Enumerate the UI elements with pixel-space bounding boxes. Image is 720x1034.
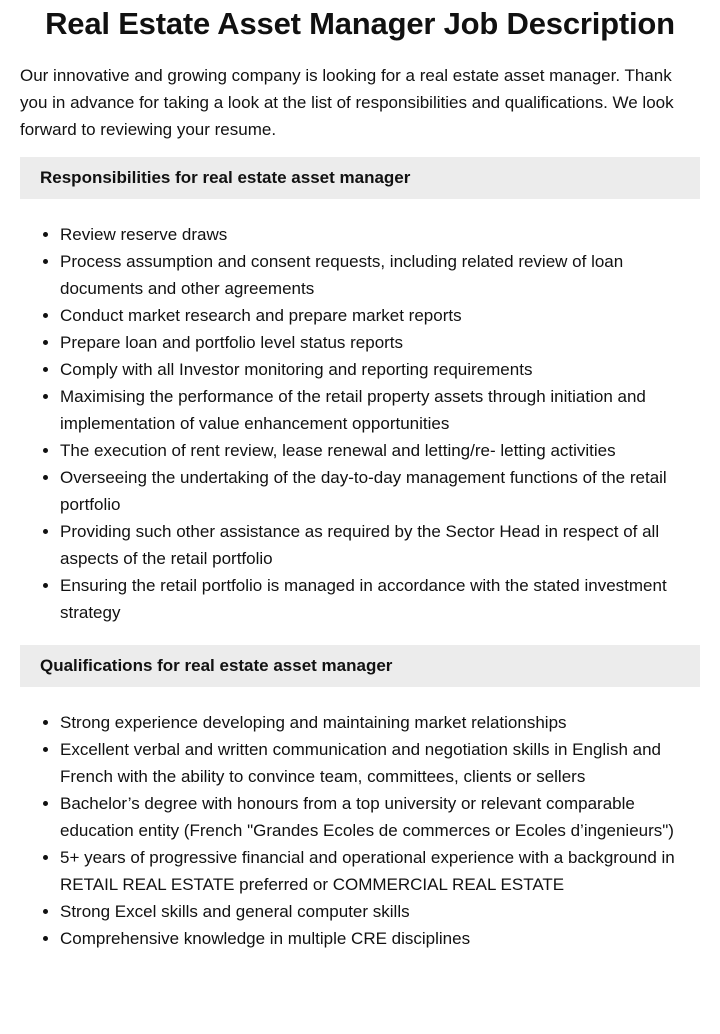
list-item: • Process assumption and consent requests, including related review of loan documents and other agreements <box>60 248 700 302</box>
responsibilities-heading: Responsibilities for real estate asset manager <box>20 157 700 199</box>
list-item: • Ensuring the retail portfolio is managed in accordance with the stated investment strategy <box>60 572 700 626</box>
list-item: • Overseeing the undertaking of the day-to-day management functions of the retail portfolio <box>60 464 700 518</box>
responsibilities-list <box>0 221 700 626</box>
list-item: • Bachelor’s degree with honours from a top university or relevant comparable education entity (French "Grandes Ecoles de commerces or Ecoles d’ingenieurs") <box>60 790 700 844</box>
list-item: • Providing such other assistance as required by the Sector Head in respect of all aspects of the retail portfolio <box>60 518 700 572</box>
list-item: • Excellent verbal and written communication and negotiation skills in English and French with the ability to convince team, committees, clients or sellers <box>60 736 700 790</box>
qualifications-list <box>0 709 700 952</box>
list-item: • Comprehensive knowledge in multiple CRE disciplines <box>60 925 700 952</box>
page-title: Real Estate Asset Manager Job Description <box>45 6 675 41</box>
list-item: • Prepare loan and portfolio level status reports <box>60 329 700 356</box>
intro-text: Our innovative and growing company is looking for a real estate asset manager. Thank you in advance for taking a look at the list of responsibilities and qualifications. We look forward to reviewing your resume. <box>20 66 674 139</box>
list-item: • Strong Excel skills and general computer skills <box>60 898 700 925</box>
list-item: • Comply with all Investor monitoring and reporting requirements <box>60 356 700 383</box>
list-item: • Review reserve draws <box>60 221 700 248</box>
list-item: • The execution of rent review, lease renewal and letting/re- letting activities <box>60 437 700 464</box>
list-item: • Strong experience developing and maintaining market relationships <box>60 709 700 736</box>
qualifications-heading: Qualifications for real estate asset manager <box>20 645 700 687</box>
list-item: • Maximising the performance of the retail property assets through initiation and implementation of value enhancement opportunities <box>60 383 700 437</box>
list-item: • 5+ years of progressive financial and operational experience with a background in RETAIL REAL ESTATE preferred or COMMERCIAL REAL ESTATE <box>60 844 700 898</box>
list-item: • Conduct market research and prepare market reports <box>60 302 700 329</box>
